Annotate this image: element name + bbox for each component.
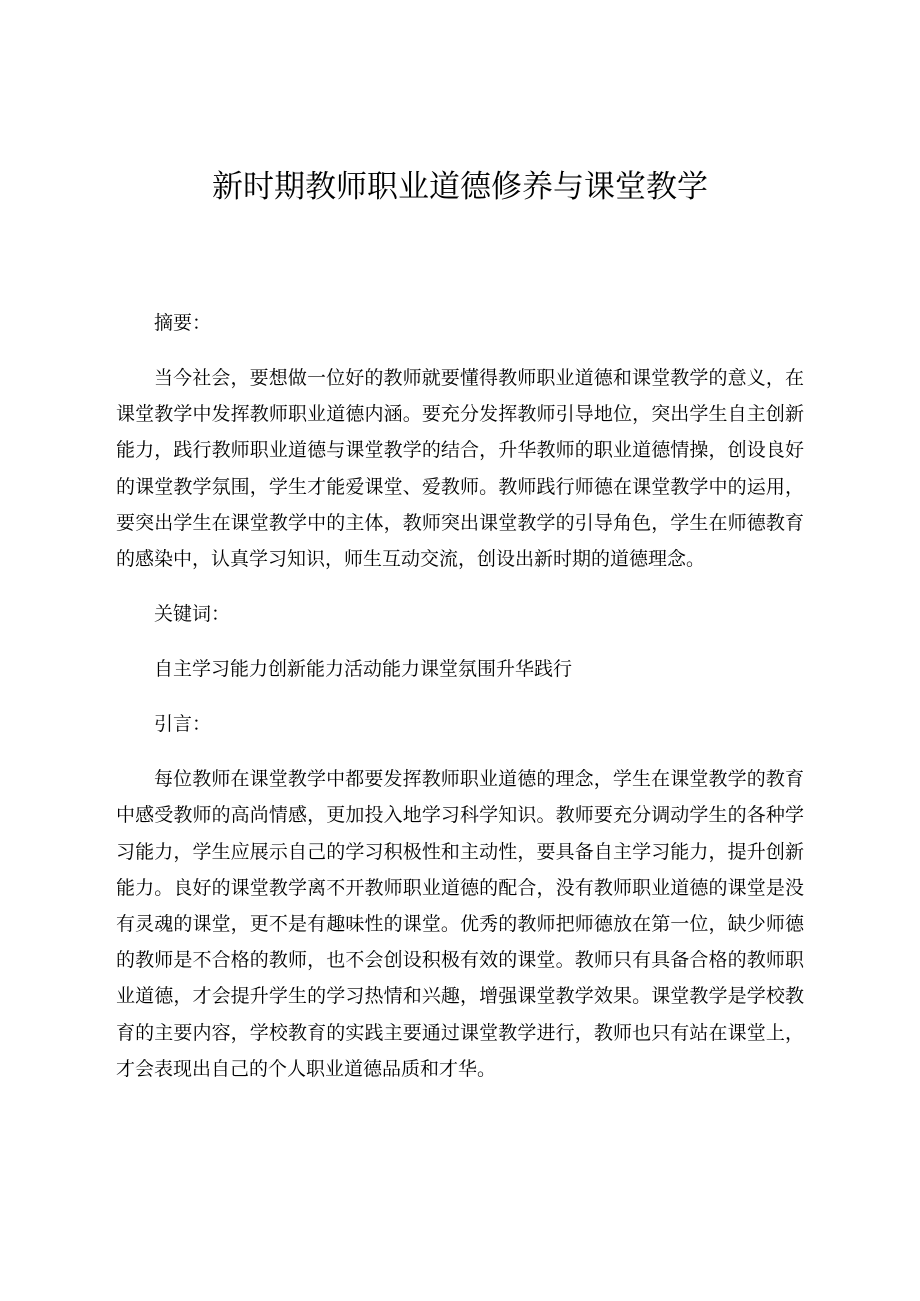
document-body bbox=[116, 305, 804, 1087]
intro-paragraph: 每位教师在课堂教学中都要发挥教师职业道德的理念，学生在课堂教学的教育中感受教师的高尚情感，更加投入地学习科学知识。教师要充分调动学生的各种学习能力，学生应展示自己的学习积极性和主动性，要具备自主学习能力，提升创新能力。良好的课堂教学离不开教师职业道德的配合，没有教师职业道德的课堂是没有灵魂的课堂，更不是有趣味性的课堂。优秀的教师把师德放在第一位，缺少师德的教师是不合格的教师，也不会创设积极有效的课堂。教师只有具备合格的教师职业道德，才会提升学生的学习热情和兴趣，增强课堂教学效果。课堂教学是学校教育的主要内容，学校教育的实践主要通过课堂教学进行，教师也只有站在课堂上，才会表现出自己的个人职业道德品质和才华。 bbox=[116, 768, 804, 1080]
keywords-label: 关键词： bbox=[154, 603, 231, 626]
intro-label: 引言： bbox=[154, 713, 212, 736]
document-title: 新时期教师职业道德修养与课堂教学 bbox=[212, 169, 708, 205]
keywords-text: 自主学习能力创新能力活动能力课堂氛围升华践行 bbox=[154, 658, 573, 681]
abstract-paragraph: 当今社会，要想做一位好的教师就要懂得教师职业道德和课堂教学的意义，在课堂教学中发挥教师职业道德内涵。要充分发挥教师引导地位，突出学生自主创新能力，践行教师职业道德与课堂教学的结合，升华教师的职业道德情操，创设良好的课堂教学氛围，学生才能爱课堂、爱教师。教师践行师德在课堂教学中的运用，要突出学生在课堂教学中的主体，教师突出课堂教学的引导角色，学生在师德教育的感染中，认真学习知识，师生互动交流，创设出新时期的道德理念。 bbox=[116, 367, 804, 571]
abstract-label: 摘要： bbox=[154, 312, 212, 334]
